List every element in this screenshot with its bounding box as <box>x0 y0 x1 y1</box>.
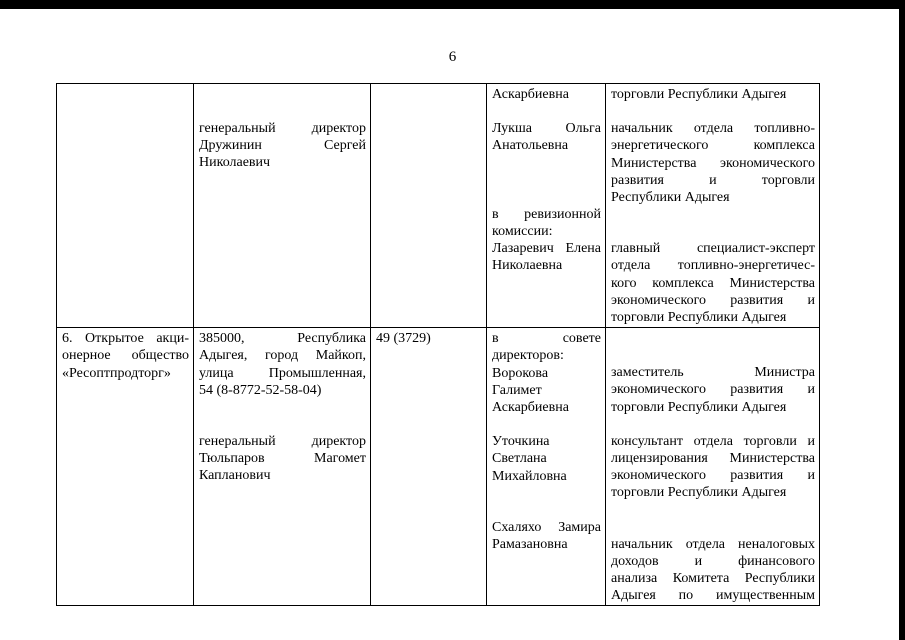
position-text: начальник отдела топливно- <box>611 121 815 137</box>
address-line: 385000, Республика <box>199 331 366 347</box>
representative-name: Аскарбиевна <box>492 400 569 416</box>
cell-organization <box>57 328 194 606</box>
position-text: торговли Республики Адыгея <box>611 310 787 326</box>
representative-name: Уточкина <box>492 434 550 450</box>
position-text: экономического развития и <box>611 468 815 484</box>
section-label: в совете <box>492 331 601 347</box>
position-text: начальник отдела неналоговых <box>611 536 815 552</box>
shares-value: 49 (3729) <box>376 331 431 347</box>
address-line: Адыгея, город Майкоп, <box>199 348 366 364</box>
page-number: 6 <box>448 49 457 65</box>
representative-name: Галимет <box>492 382 542 398</box>
position-text: торговли Республики Адыгея <box>611 485 787 501</box>
scan-border-top <box>0 0 905 9</box>
position-text: консультант отдела торговли и <box>611 433 815 449</box>
cell-organization <box>57 84 194 328</box>
representative-name: Аскарбиевна <box>492 87 569 102</box>
representative-name: Анатольевна <box>492 138 569 154</box>
cell-address-director <box>194 84 371 328</box>
position-text: Республики Адыгея <box>611 190 730 206</box>
section-label: директоров: <box>492 348 564 364</box>
director-patronymic: Капланович <box>199 468 271 484</box>
director-title: генеральный директор <box>199 434 366 450</box>
cell-positions <box>606 328 820 606</box>
cell-shares <box>371 328 487 606</box>
position-text: экономического развития и <box>611 292 815 308</box>
position-text: энергетического комплекса <box>611 138 815 154</box>
scan-border-right <box>899 0 905 640</box>
position-text: развития и торговли <box>611 172 815 188</box>
position-text: отдела топливно-энергетичес- <box>611 258 815 274</box>
position-text: экономического развития и <box>611 382 815 398</box>
organization-name: 6. Открытое акци- <box>62 331 189 347</box>
representative-name: Лазаревич Елена <box>492 241 601 257</box>
position-text: заместитель Министра <box>611 365 815 381</box>
organization-name: онерное общество <box>62 348 189 364</box>
position-text: доходов и финансового <box>611 553 815 569</box>
cell-positions <box>606 84 820 328</box>
organizations-table <box>56 83 820 606</box>
representative-name: Ворокова <box>492 365 549 381</box>
position-text: Адыгея по имущественным <box>611 588 815 604</box>
position-text: торговли Республики Адыгея <box>611 399 787 415</box>
director-name: Дружинин Сергей <box>199 138 366 154</box>
table-row <box>57 84 820 328</box>
representative-name: Николаевна <box>492 258 563 274</box>
cell-representatives <box>487 84 606 328</box>
position-text: Министерства экономического <box>611 155 815 171</box>
representative-name: Михайловна <box>492 468 567 484</box>
address-line: улица Промышленная, <box>199 365 366 381</box>
position-text: лицензирования Министерства <box>611 451 815 467</box>
position-text: торговли Республики Адыгея <box>611 87 787 102</box>
position-text: главный специалист-эксперт <box>611 241 815 257</box>
representative-name: Рамазановна <box>492 537 568 553</box>
representative-name: Светлана <box>492 451 547 467</box>
position-text: анализа Комитета Республики <box>611 571 815 587</box>
section-label: в ревизионной <box>492 206 601 222</box>
table-row <box>57 328 820 606</box>
director-title: генеральный директор <box>199 121 366 136</box>
position-text: кого комплекса Министерства <box>611 275 815 291</box>
representative-name: Схаляхо Замира <box>492 519 601 535</box>
cell-shares <box>371 84 487 328</box>
director-patronymic: Николаевич <box>199 155 271 171</box>
cell-address-director <box>194 328 371 606</box>
representative-name: Лукша Ольга <box>492 121 601 137</box>
address-line: 54 (8-8772-52-58-04) <box>199 382 322 398</box>
director-name: Тюльпаров Магомет <box>199 451 366 467</box>
section-label: комиссии: <box>492 223 553 239</box>
organization-name: «Ресоптпродторг» <box>62 365 171 381</box>
cell-representatives <box>487 328 606 606</box>
